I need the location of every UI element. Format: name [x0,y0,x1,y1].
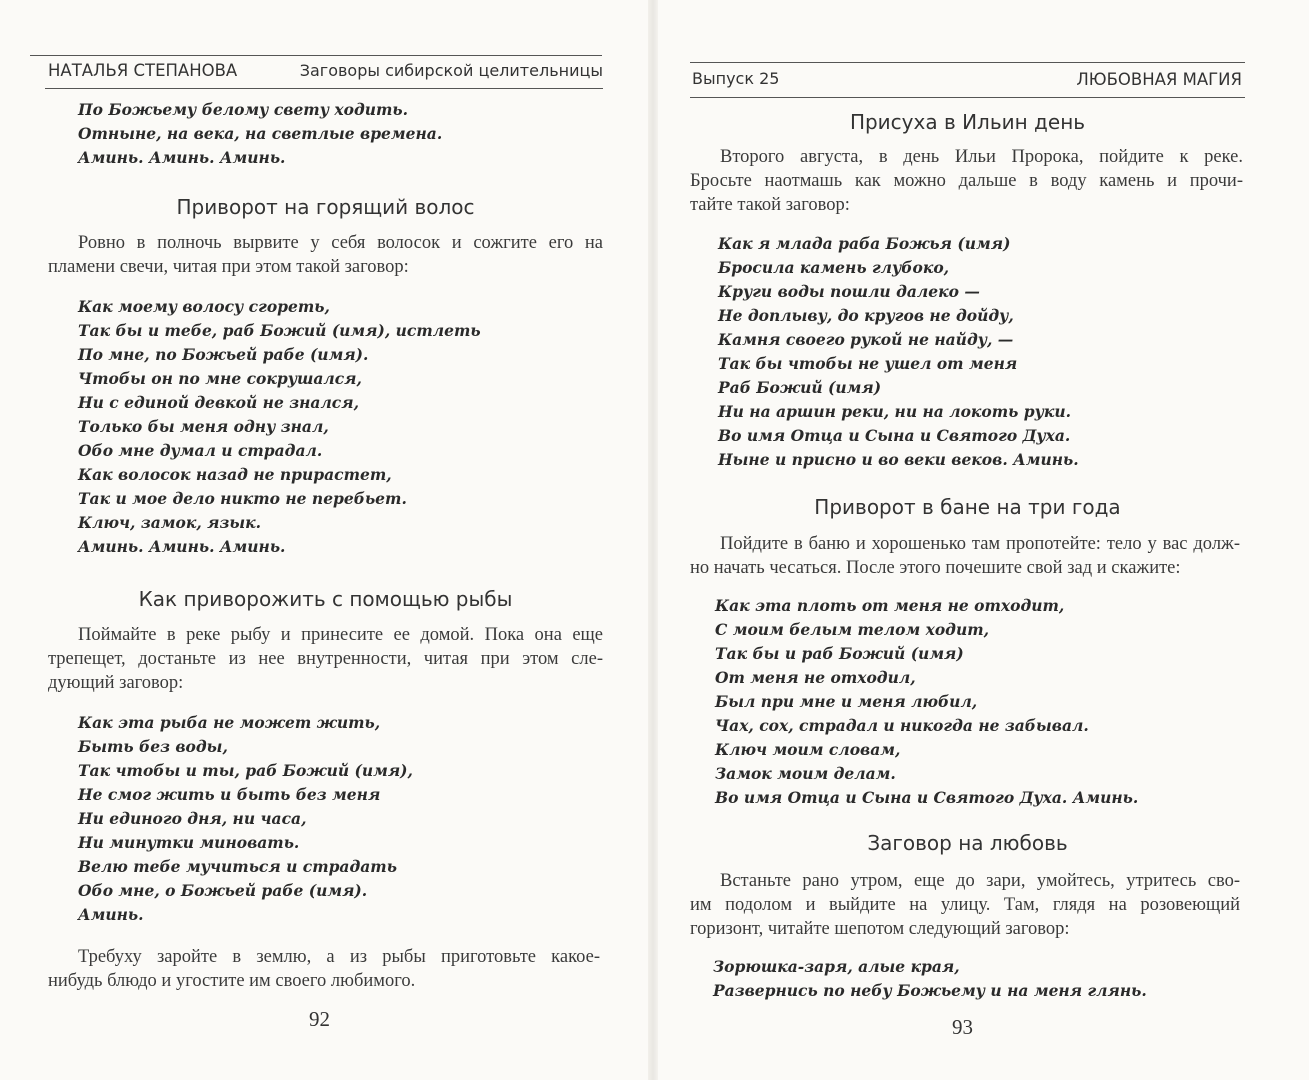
paragraph-line: пламени свечи, читая при этом такой заговор: [48,257,409,277]
verse-line: Только бы меня одну знал, [78,417,329,436]
paragraph-line: Пойдите в баню и хорошенько там пропотейте: тело у вас долж- [720,534,1240,554]
verse-line: Обо мне думал и страдал. [78,441,323,460]
section-heading: Заговор на любовь [867,831,1068,855]
verse-line: Не смог жить и быть без меня [78,785,381,804]
running-header-title: Заговоры сибирской целительницы [299,61,603,80]
verse-line: Развернись по небу Божьему и на меня глянь. [713,981,1147,1000]
verse-block [715,594,1138,810]
paragraph-line: Требуху заройте в землю, а из рыбы приготовьте какое- [78,947,600,967]
running-header-author: НАТАЛЬЯ СТЕПАНОВА [48,61,238,80]
header-rule-top [30,55,602,56]
verse-line: Ни с единой девкой не знался, [78,393,359,412]
verse-block [78,295,481,559]
paragraph-line: Второго августа, в день Ильи Пророка, пойдите к реке. [720,147,1243,167]
verse-block [713,955,1147,1003]
paragraph-line: им подолом и выйдите на улицу. Там, глядя на розовеющий [690,895,1240,915]
paragraph-line: дующий заговор: [48,673,184,693]
page-left [0,0,650,1080]
verse-line: Так чтобы и ты, раб Божий (имя), [78,761,413,780]
verse-line: Аминь. Аминь. Аминь. [78,537,286,556]
verse-line: Во имя Отца и Сына и Святого Духа. [718,426,1071,445]
paragraph-line: Встаньте рано утром, еще до зари, умойтесь, утритесь сво- [720,871,1240,891]
verse-line: Ключ моим словам, [715,740,901,759]
verse-line: Ключ, замок, язык. [78,513,262,532]
paragraph-line: Бросьте наотмашь как можно дальше в воду камень и прочи- [690,171,1243,191]
verse-line: От меня не отходил, [715,668,916,687]
verse-block [78,711,413,927]
paragraph [690,869,1240,941]
verse-line: Ни единого дня, ни часа, [78,809,307,828]
verse-line: Как волосок назад не прирастет, [78,465,392,484]
paragraph-line: тайте такой заговор: [690,195,850,215]
paragraph-line: Ровно в полночь вырвите у себя волосок и сожгите его на [78,233,603,253]
verse-line: Аминь. [78,905,144,924]
verse-line: Так бы и раб Божий (имя) [715,644,964,663]
verse-line: Во имя Отца и Сына и Святого Духа. Аминь. [715,788,1139,807]
paragraph [48,945,600,993]
verse-line: Обо мне, о Божьей рабе (имя). [78,881,368,900]
paragraph [48,231,603,279]
verse-line: Камня своего рукой не найду, — [718,330,1014,349]
section-heading: Как приворожить с помощью рыбы [138,587,513,611]
verse-line: По Божьему белому свету ходить. [78,100,409,119]
verse-line: Зорюшка-заря, алые края, [713,957,960,976]
verse-line: Как я млада раба Божья (имя) [718,234,1011,253]
page-number: 92 [309,1007,330,1031]
paragraph [690,532,1240,580]
verse-block [78,98,442,170]
verse-line: Как эта рыба не может жить, [78,713,381,732]
paragraph [690,145,1243,217]
verse-block [718,232,1079,472]
header-rule-bottom [45,88,603,89]
verse-line: Так бы и тебе, раб Божий (имя), истлеть [78,321,481,340]
verse-line: Бросила камень глубоко, [718,258,950,277]
section-heading: Приворот на горящий волос [176,195,475,219]
verse-line: Раб Божий (имя) [718,378,882,397]
verse-line: Был при мне и меня любил, [715,692,978,711]
running-header-section: ЛЮБОВНАЯ МАГИЯ [1076,70,1242,89]
section-heading: Приворот в бане на три года [814,495,1121,519]
paragraph [48,623,603,695]
section-heading: Присуха в Ильин день [849,110,1086,134]
verse-line: Как эта плоть от меня не отходит, [715,596,1065,615]
paragraph-line: нибудь блюдо и угостите им своего любимого. [48,971,416,991]
paragraph-line: Поймайте в реке рыбу и принесите ее домой. Пока она еще [78,625,603,645]
verse-line: С моим белым телом ходит, [715,620,990,639]
verse-line: Так бы чтобы не ушел от меня [718,354,1018,373]
verse-line: Ни минутки миновать. [78,833,300,852]
verse-line: Чах, сох, страдал и никогда не забывал. [715,716,1089,735]
paragraph-line: но начать чесаться. После этого почешите свой зад и скажите: [690,558,1181,578]
verse-line: Замок моим делам. [715,764,896,783]
verse-line: Чтобы он по мне сокрушался, [78,369,362,388]
verse-line: Так и мое дело никто не перебьет. [78,489,407,508]
verse-line: Круги воды пошли далеко — [718,282,980,301]
paragraph-line: горизонт, читайте шепотом следующий заговор: [690,919,1070,939]
header-rule-bottom [690,97,1245,98]
verse-line: Ни на аршин реки, ни на локоть руки. [718,402,1072,421]
page-number: 93 [952,1015,973,1039]
verse-line: Быть без воды, [78,737,228,756]
verse-line: Аминь. Аминь. Аминь. [78,148,286,167]
verse-line: Как моему волосу сгореть, [78,297,330,316]
running-header-issue: Выпуск 25 [692,69,780,88]
verse-line: Ныне и присно и во веки веков. Аминь. [718,450,1079,469]
verse-line: Не доплыву, до кругов не дойду, [718,306,1014,325]
verse-line: По мне, по Божьей рабе (имя). [78,345,369,364]
paragraph-line: трепещет, достаньте из нее внутренности, читая при этом сле- [48,649,603,669]
verse-line: Велю тебе мучиться и страдать [78,857,397,876]
header-rule-top [690,62,1245,63]
page-right [655,0,1309,1080]
verse-line: Отныне, на века, на светлые времена. [78,124,443,143]
